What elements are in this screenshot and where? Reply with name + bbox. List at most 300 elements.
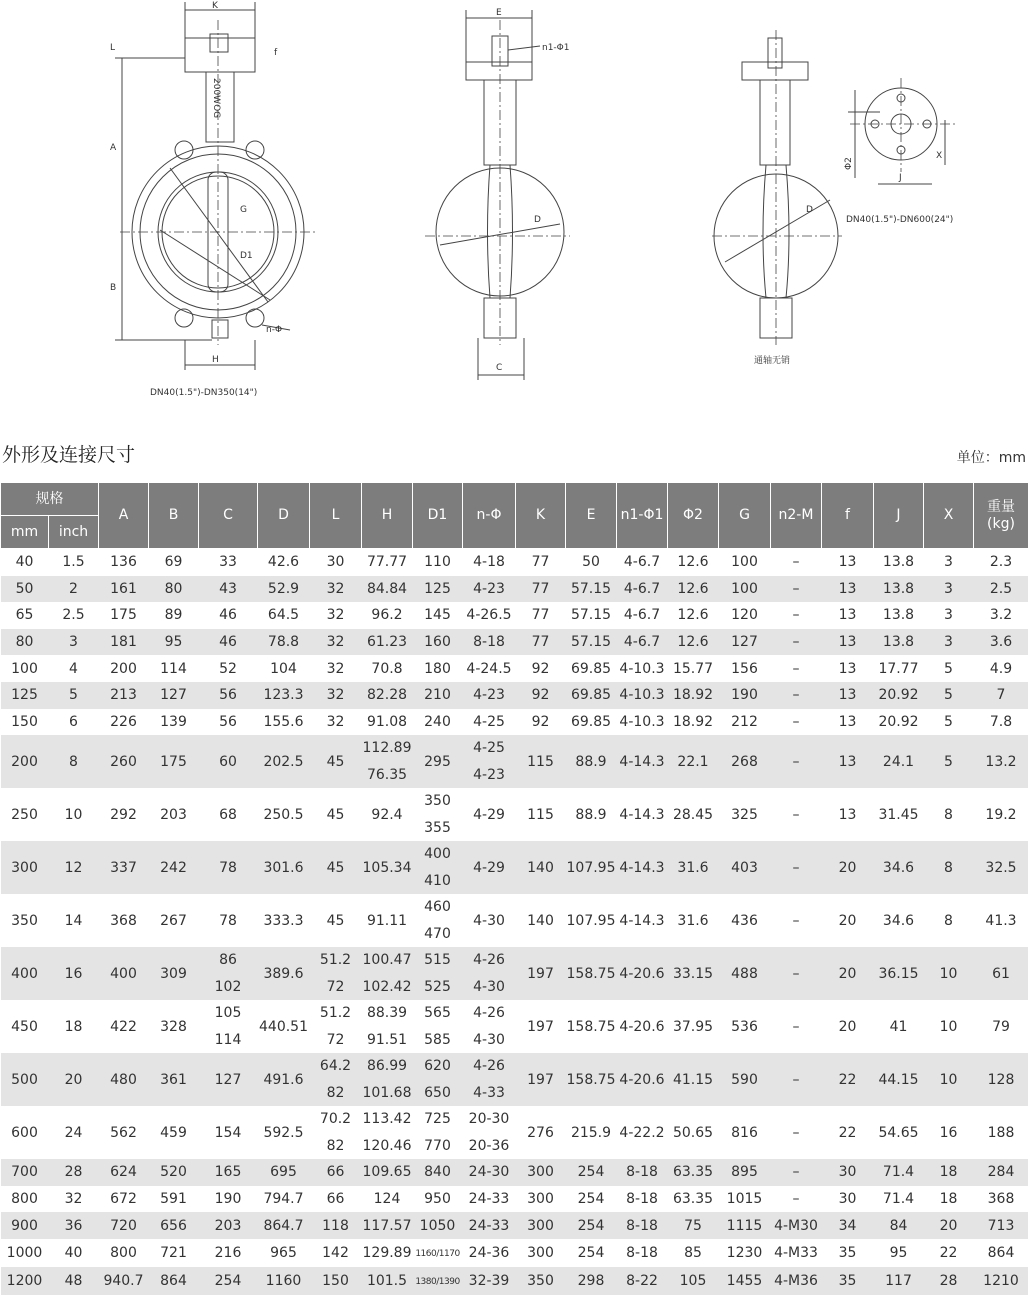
table-cell bbox=[874, 1106, 924, 1159]
table-cell bbox=[874, 1186, 924, 1213]
table-cell bbox=[258, 735, 310, 788]
table-cell bbox=[516, 682, 566, 709]
header-col: Φ2 bbox=[668, 483, 719, 549]
table-cell bbox=[310, 1106, 362, 1159]
table-cell bbox=[719, 788, 771, 841]
cell-value: 720 bbox=[110, 1217, 137, 1234]
table-cell bbox=[99, 1186, 149, 1213]
cell-value: 18 bbox=[939, 1191, 958, 1208]
cell-value: 52.9 bbox=[267, 580, 300, 597]
table-cell bbox=[1, 1239, 49, 1267]
table-cell bbox=[924, 602, 974, 629]
cell-value: 226 bbox=[110, 713, 137, 730]
table-cell bbox=[874, 1053, 924, 1106]
cell-value: 368 bbox=[987, 1191, 1015, 1208]
cell-line: 112.89 bbox=[362, 740, 412, 757]
cell-value: 123.3 bbox=[263, 687, 304, 704]
table-cell bbox=[413, 1053, 463, 1106]
cell-value: 216 bbox=[214, 1244, 242, 1261]
table-cell bbox=[516, 1106, 566, 1159]
cell-line: 70.2 bbox=[319, 1111, 352, 1128]
table-cell bbox=[771, 841, 822, 894]
cell-value: 4.9 bbox=[989, 660, 1013, 677]
table-cell bbox=[617, 549, 668, 576]
cell-value: 115 bbox=[527, 753, 554, 770]
header-col: G bbox=[719, 483, 771, 549]
table-row bbox=[1, 894, 1028, 947]
cell-value: 20 bbox=[64, 1071, 83, 1088]
table-cell bbox=[874, 576, 924, 603]
table-cell bbox=[99, 947, 149, 1000]
table-cell bbox=[362, 1239, 413, 1267]
cell-value: 300 bbox=[527, 1191, 554, 1208]
table-cell bbox=[463, 841, 516, 894]
cell-value: 31.6 bbox=[677, 912, 709, 929]
table-cell bbox=[258, 549, 310, 576]
table-cell bbox=[99, 549, 149, 576]
flange-detail-drawing bbox=[844, 78, 955, 225]
table-cell bbox=[874, 709, 924, 736]
cell-value: – bbox=[792, 634, 800, 651]
table-cell bbox=[516, 1239, 566, 1267]
table-cell bbox=[822, 602, 874, 629]
dim-label-a: A bbox=[110, 143, 117, 153]
cell-value: 140 bbox=[527, 912, 554, 929]
cell-value: 22 bbox=[939, 1244, 958, 1261]
cell-value: 190 bbox=[731, 687, 758, 704]
cell-value: 309 bbox=[160, 965, 187, 982]
cell-value: 13 bbox=[838, 713, 857, 730]
dim-label-h: H bbox=[212, 355, 219, 365]
table-cell bbox=[413, 682, 463, 709]
cell-value: 18.92 bbox=[672, 687, 714, 704]
table-cell bbox=[413, 1239, 463, 1267]
table-cell bbox=[49, 655, 99, 682]
table-cell bbox=[874, 629, 924, 656]
table-cell bbox=[258, 655, 310, 682]
cell-value: 69 bbox=[164, 554, 183, 571]
cell-value: 45 bbox=[326, 859, 345, 876]
header-col: n2-M bbox=[771, 483, 822, 549]
cell-value: 18 bbox=[64, 1018, 83, 1035]
table-cell bbox=[99, 602, 149, 629]
cell-value: 80 bbox=[15, 634, 34, 651]
table-cell bbox=[413, 788, 463, 841]
table-cell bbox=[516, 947, 566, 1000]
table-cell bbox=[668, 709, 719, 736]
table-cell bbox=[463, 682, 516, 709]
cell-value: 32.5 bbox=[985, 859, 1017, 876]
cell-value: 200 bbox=[110, 660, 137, 677]
cell-value: 254 bbox=[577, 1217, 605, 1234]
table-cell bbox=[463, 1239, 516, 1267]
table-cell bbox=[668, 1000, 719, 1053]
table-cell bbox=[258, 947, 310, 1000]
cell-value: 721 bbox=[160, 1244, 187, 1261]
table-cell bbox=[199, 1212, 258, 1239]
cell-value: 13.8 bbox=[882, 554, 915, 571]
table-cell bbox=[566, 947, 617, 1000]
table-cell bbox=[516, 549, 566, 576]
table-cell bbox=[413, 1186, 463, 1213]
cell-value: 69.85 bbox=[570, 713, 612, 730]
table-body bbox=[1, 549, 1028, 1295]
table-cell bbox=[822, 655, 874, 682]
cell-line: 4-33 bbox=[473, 1084, 505, 1101]
table-cell bbox=[49, 1212, 99, 1239]
table-cell bbox=[413, 576, 463, 603]
table-cell bbox=[362, 1186, 413, 1213]
cell-value: 31.6 bbox=[677, 859, 709, 876]
cell-value: 32 bbox=[326, 634, 345, 651]
table-cell bbox=[617, 1239, 668, 1267]
cell-value: 656 bbox=[160, 1217, 187, 1234]
cell-value: 42.6 bbox=[267, 554, 300, 571]
table-cell bbox=[49, 576, 99, 603]
table-cell bbox=[149, 1239, 199, 1267]
cell-value: 213 bbox=[110, 687, 137, 704]
cell-value: 105.34 bbox=[362, 859, 412, 876]
cell-value: 267 bbox=[160, 912, 187, 929]
table-cell bbox=[924, 1106, 974, 1159]
cell-value: 57.15 bbox=[570, 607, 612, 624]
table-cell bbox=[822, 735, 874, 788]
table-cell bbox=[566, 602, 617, 629]
table-cell bbox=[99, 1212, 149, 1239]
cell-value: 136 bbox=[110, 554, 137, 571]
cell-value: 28.45 bbox=[672, 806, 714, 823]
cell-value: 8 bbox=[944, 912, 953, 929]
table-cell bbox=[822, 1186, 874, 1213]
table-cell bbox=[974, 576, 1028, 603]
table-cell bbox=[668, 1053, 719, 1106]
table-cell bbox=[668, 1267, 719, 1295]
cell-line: 470 bbox=[424, 925, 451, 942]
cell-value: 92 bbox=[531, 687, 550, 704]
table-cell bbox=[463, 894, 516, 947]
table-cell bbox=[974, 549, 1028, 576]
cell-value: 400 bbox=[110, 965, 137, 982]
cell-value: 44.15 bbox=[878, 1071, 919, 1088]
cell-value: – bbox=[792, 580, 800, 597]
cell-value: 212 bbox=[731, 713, 758, 730]
table-cell bbox=[617, 629, 668, 656]
table-cell bbox=[924, 947, 974, 1000]
cell-value: 536 bbox=[731, 1018, 758, 1035]
cell-value: 3 bbox=[944, 554, 953, 571]
cell-value: 125 bbox=[424, 580, 451, 597]
cell-value: 30 bbox=[326, 554, 345, 571]
cell-value: 4-M33 bbox=[774, 1244, 818, 1261]
table-cell bbox=[874, 1267, 924, 1295]
cell-value: 491.6 bbox=[263, 1071, 304, 1088]
table-cell bbox=[822, 682, 874, 709]
table-cell bbox=[924, 709, 974, 736]
cell-value: 624 bbox=[110, 1164, 137, 1181]
table-cell bbox=[771, 1239, 822, 1267]
header-col: X bbox=[924, 483, 974, 549]
table-row bbox=[1, 1106, 1028, 1159]
cell-value: 175 bbox=[160, 753, 187, 770]
table-cell bbox=[668, 735, 719, 788]
table-cell bbox=[362, 1159, 413, 1186]
table-cell bbox=[413, 947, 463, 1000]
table-cell bbox=[566, 576, 617, 603]
table-cell bbox=[874, 1212, 924, 1239]
table-cell bbox=[924, 1159, 974, 1186]
cell-value: 32-39 bbox=[468, 1272, 510, 1289]
table-cell bbox=[822, 1000, 874, 1053]
cell-value: 8-18 bbox=[626, 1244, 658, 1261]
cell-value: 124 bbox=[373, 1191, 401, 1208]
table-cell bbox=[822, 788, 874, 841]
table-cell bbox=[258, 1239, 310, 1267]
cell-value: 7.8 bbox=[989, 713, 1013, 730]
table-cell bbox=[1, 735, 49, 788]
cell-value: 295 bbox=[424, 753, 451, 770]
cell-value: 197 bbox=[527, 1018, 554, 1035]
cell-value: 57.15 bbox=[570, 634, 612, 651]
table-cell bbox=[149, 709, 199, 736]
table-cell bbox=[199, 1159, 258, 1186]
table-cell bbox=[99, 576, 149, 603]
table-cell bbox=[566, 788, 617, 841]
table-cell bbox=[99, 788, 149, 841]
table-cell bbox=[617, 788, 668, 841]
cell-value: 13 bbox=[838, 753, 857, 770]
cell-value: 140 bbox=[527, 859, 554, 876]
table-cell bbox=[771, 549, 822, 576]
dim-label-phi2: Φ2 bbox=[844, 157, 854, 170]
cell-value: 600 bbox=[11, 1124, 38, 1141]
table-cell bbox=[617, 1159, 668, 1186]
table-cell bbox=[413, 602, 463, 629]
cell-value: 92 bbox=[531, 713, 550, 730]
table-cell bbox=[771, 682, 822, 709]
table-cell bbox=[566, 682, 617, 709]
cell-value: 4 bbox=[69, 660, 78, 677]
cell-value: 78 bbox=[219, 859, 237, 876]
cell-value: 139 bbox=[160, 713, 187, 730]
table-cell bbox=[974, 1186, 1028, 1213]
table-cell bbox=[566, 1159, 617, 1186]
cell-value: 14 bbox=[64, 912, 83, 929]
table-cell bbox=[149, 1106, 199, 1159]
table-cell bbox=[149, 735, 199, 788]
table-cell bbox=[149, 894, 199, 947]
cell-line: 102 bbox=[214, 978, 242, 995]
table-cell bbox=[199, 735, 258, 788]
cell-value: 3 bbox=[944, 580, 953, 597]
cell-value: 591 bbox=[160, 1191, 187, 1208]
table-cell bbox=[516, 735, 566, 788]
cell-value: 89 bbox=[164, 607, 183, 624]
table-cell bbox=[258, 1159, 310, 1186]
cell-value: 95 bbox=[164, 634, 183, 651]
cell-value: 250 bbox=[11, 806, 38, 823]
table-row bbox=[1, 947, 1028, 1000]
cell-value: 5 bbox=[944, 753, 953, 770]
cell-value: 5 bbox=[69, 687, 78, 704]
cell-value: 215.9 bbox=[570, 1124, 612, 1141]
cell-value: 840 bbox=[424, 1164, 451, 1181]
cell-value: 13 bbox=[838, 687, 857, 704]
table-cell bbox=[874, 655, 924, 682]
table-row bbox=[1, 682, 1028, 709]
cell-value: 85 bbox=[684, 1244, 702, 1261]
cell-value: – bbox=[792, 912, 800, 929]
cell-line: 355 bbox=[424, 819, 451, 836]
table-cell bbox=[463, 735, 516, 788]
cell-value: 46 bbox=[219, 607, 237, 624]
table-row bbox=[1, 655, 1028, 682]
table-row bbox=[1, 629, 1028, 656]
cell-value: 12.6 bbox=[677, 607, 709, 624]
table-cell bbox=[874, 735, 924, 788]
table-cell bbox=[719, 1053, 771, 1106]
table-row bbox=[1, 1053, 1028, 1106]
table-cell bbox=[566, 549, 617, 576]
cell-value: 15.77 bbox=[672, 660, 714, 677]
table-cell bbox=[199, 788, 258, 841]
table-cell bbox=[310, 549, 362, 576]
table-cell bbox=[566, 655, 617, 682]
table-cell bbox=[668, 655, 719, 682]
table-cell bbox=[668, 1239, 719, 1267]
table-cell bbox=[566, 894, 617, 947]
cell-value: 276 bbox=[527, 1124, 554, 1141]
cell-value: 91.08 bbox=[366, 713, 408, 730]
cell-value: 4-23 bbox=[473, 580, 505, 597]
cell-value: 4-25 bbox=[473, 713, 505, 730]
table-cell bbox=[874, 1159, 924, 1186]
technical-drawings bbox=[0, 0, 1028, 420]
table-cell bbox=[1, 549, 49, 576]
table-cell bbox=[566, 1267, 617, 1295]
cell-value: – bbox=[792, 554, 800, 571]
cell-value: – bbox=[792, 1071, 800, 1088]
table-cell bbox=[822, 1106, 874, 1159]
cell-value: 71.4 bbox=[882, 1164, 915, 1181]
cell-value: 45 bbox=[326, 806, 345, 823]
cell-value: 12 bbox=[64, 859, 83, 876]
cell-value: 361 bbox=[160, 1071, 187, 1088]
table-cell bbox=[362, 947, 413, 1000]
cell-value: 197 bbox=[527, 1071, 554, 1088]
table-cell bbox=[617, 602, 668, 629]
cell-line: 72 bbox=[326, 978, 345, 995]
flange-detail-label: DN40(1.5")-DN600(24") bbox=[846, 215, 954, 225]
cell-value: – bbox=[792, 1018, 800, 1035]
cell-value: 3 bbox=[944, 634, 953, 651]
cell-value: 333.3 bbox=[263, 912, 304, 929]
table-cell bbox=[310, 1053, 362, 1106]
table-cell bbox=[1, 947, 49, 1000]
table-cell bbox=[771, 1186, 822, 1213]
cell-value: 16 bbox=[64, 965, 83, 982]
cell-line: 105 bbox=[214, 1005, 242, 1022]
header-col: n1-Φ1 bbox=[617, 483, 668, 549]
cell-value: 350 bbox=[527, 1272, 554, 1289]
table-cell bbox=[874, 947, 924, 1000]
dim-label-d1: D1 bbox=[240, 251, 253, 261]
dim-label-d-shaft: D bbox=[806, 205, 813, 215]
cell-value: 400 bbox=[11, 965, 38, 982]
table-cell bbox=[771, 602, 822, 629]
cell-line: 4-26 bbox=[473, 1058, 505, 1075]
table-cell bbox=[822, 894, 874, 947]
table-row bbox=[1, 841, 1028, 894]
table-cell bbox=[974, 682, 1028, 709]
header-col: L bbox=[310, 483, 362, 549]
table-cell bbox=[310, 576, 362, 603]
table-cell bbox=[924, 682, 974, 709]
cell-value: 34.6 bbox=[882, 912, 915, 929]
cell-value: 12.6 bbox=[677, 580, 709, 597]
cell-value: 436 bbox=[731, 912, 758, 929]
cell-line: 4-26 bbox=[473, 952, 505, 969]
cell-value: 203 bbox=[214, 1217, 242, 1234]
table-cell bbox=[149, 576, 199, 603]
table-cell bbox=[49, 735, 99, 788]
table-cell bbox=[924, 549, 974, 576]
cell-value: 77 bbox=[531, 607, 550, 624]
cell-value: 107.95 bbox=[566, 859, 616, 876]
cell-value: 1455 bbox=[726, 1272, 763, 1289]
header-col: A bbox=[99, 483, 149, 549]
table-cell bbox=[310, 1267, 362, 1295]
table-cell bbox=[310, 1239, 362, 1267]
table-cell bbox=[362, 549, 413, 576]
table-cell bbox=[771, 1000, 822, 1053]
cell-value: 816 bbox=[731, 1124, 758, 1141]
table-cell bbox=[974, 1159, 1028, 1186]
cell-value: – bbox=[792, 1164, 800, 1181]
cell-value: 154 bbox=[214, 1124, 242, 1141]
cell-value: 92 bbox=[531, 660, 550, 677]
cell-value: 24-36 bbox=[468, 1244, 510, 1261]
cell-value: 190 bbox=[214, 1191, 242, 1208]
cell-value: 32 bbox=[326, 580, 345, 597]
table-cell bbox=[149, 947, 199, 1000]
cell-value: 161 bbox=[110, 580, 137, 597]
table-cell bbox=[516, 1267, 566, 1295]
table-cell bbox=[258, 1106, 310, 1159]
cell-value: 22 bbox=[838, 1071, 857, 1088]
table-row bbox=[1, 709, 1028, 736]
table-cell bbox=[310, 947, 362, 1000]
dim-label-k: K bbox=[212, 1, 218, 11]
cell-value: 389.6 bbox=[263, 965, 304, 982]
table-cell bbox=[924, 735, 974, 788]
cell-value: 459 bbox=[160, 1124, 187, 1141]
cell-value: 20.92 bbox=[878, 713, 919, 730]
table-cell bbox=[516, 1159, 566, 1186]
cell-value: 3 bbox=[69, 634, 78, 651]
cell-value: 68 bbox=[219, 806, 237, 823]
cell-line: 585 bbox=[424, 1031, 451, 1048]
cell-value: 115 bbox=[527, 806, 554, 823]
cell-value: 8-18 bbox=[626, 1191, 658, 1208]
table-cell bbox=[258, 576, 310, 603]
cell-value: 18 bbox=[939, 1164, 958, 1181]
table-cell bbox=[149, 629, 199, 656]
header-col: J bbox=[874, 483, 924, 549]
cell-line: 4-30 bbox=[473, 978, 505, 995]
table-cell bbox=[617, 947, 668, 1000]
cell-value: 203 bbox=[160, 806, 187, 823]
table-cell bbox=[413, 1159, 463, 1186]
